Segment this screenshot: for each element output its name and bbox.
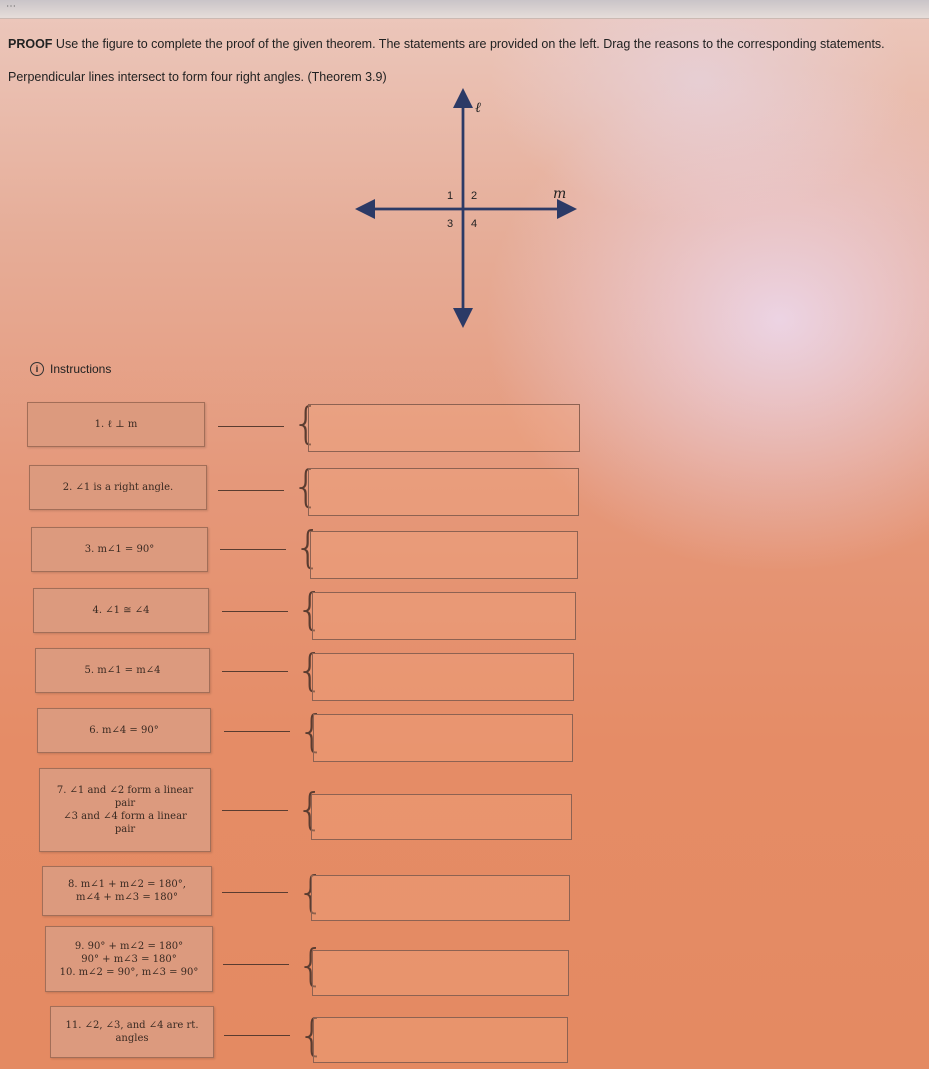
statement-1: 1. ℓ ⊥ m: [27, 402, 205, 447]
reason-blank-6: [224, 731, 290, 732]
statement-7: 7. ∠1 and ∠2 form a linear pair ∠3 and ∠4 form a linear pair: [39, 768, 211, 852]
instructions-label: Instructions: [50, 362, 112, 376]
brace-5: {: [296, 645, 324, 696]
figure-svg: [355, 88, 585, 328]
brace-3: {: [294, 522, 322, 573]
statement-9-10: 9. 90° + m∠2 = 180° 90° + m∠3 = 180° 10. m∠2 = 90°, m∠3 = 90°: [45, 926, 213, 992]
reason-drop-zone-7[interactable]: [311, 794, 572, 840]
angle-label-3: 3: [447, 218, 454, 230]
statement-6: 6. m∠4 = 90°: [37, 708, 211, 753]
prompt-label: PROOF: [8, 37, 53, 51]
reason-blank-1: [218, 426, 284, 427]
reason-blank-3: [220, 549, 286, 550]
statement-4: 4. ∠1 ≅ ∠4: [33, 588, 209, 633]
brace-2: {: [292, 461, 320, 512]
prompt-body: Use the figure to complete the proof of the given theorem. The statements are provided on the left. Drag the reasons to the corresponding statements.: [52, 37, 885, 51]
brace-9: {: [297, 940, 325, 991]
label-l: ℓ: [475, 100, 481, 116]
reason-drop-zone-4[interactable]: [312, 592, 576, 640]
brace-11: {: [298, 1010, 326, 1061]
reason-drop-zone-3[interactable]: [310, 531, 578, 579]
brace-7: {: [296, 784, 324, 835]
statement-2: 2. ∠1 is a right angle.: [29, 465, 207, 510]
reason-drop-zone-8[interactable]: [311, 875, 570, 921]
reason-drop-zone-1[interactable]: [308, 404, 580, 452]
url-fragment: ⋯: [6, 1, 17, 12]
brace-4: {: [296, 584, 324, 635]
brace-1: {: [292, 398, 320, 449]
reason-drop-zone-5[interactable]: [312, 653, 574, 701]
reason-blank-5: [222, 671, 288, 672]
perpendicular-lines-figure: [355, 88, 585, 328]
reason-blank-8: [222, 892, 288, 893]
angle-label-4: 4: [471, 218, 478, 230]
reason-blank-4: [222, 611, 288, 612]
brace-8: {: [297, 867, 325, 918]
reason-drop-zone-9[interactable]: [312, 950, 569, 996]
statement-5: 5. m∠1 = m∠4: [35, 648, 210, 693]
angle-label-1: 1: [447, 190, 454, 202]
statement-8: 8. m∠1 + m∠2 = 180°, m∠4 + m∠3 = 180°: [42, 866, 212, 916]
brace-6: {: [298, 706, 326, 757]
reason-blank-2: [218, 490, 284, 491]
browser-url-strip: [0, 0, 929, 19]
reason-drop-zone-11[interactable]: [313, 1017, 568, 1063]
angle-label-2: 2: [471, 190, 478, 202]
reason-blank-9: [223, 964, 289, 965]
reason-blank-11: [224, 1035, 290, 1036]
theorem-statement: Perpendicular lines intersect to form four right angles. (Theorem 3.9): [8, 70, 387, 84]
reason-drop-zone-6[interactable]: [313, 714, 573, 762]
statement-11: 11. ∠2, ∠3, and ∠4 are rt. angles: [50, 1006, 214, 1058]
info-icon: i: [30, 362, 44, 376]
label-m: m: [553, 186, 567, 202]
prompt-text: [8, 36, 918, 52]
reason-drop-zone-2[interactable]: [308, 468, 579, 516]
statement-3: 3. m∠1 = 90°: [31, 527, 208, 572]
instructions-toggle[interactable]: [30, 362, 111, 376]
reason-blank-7: [222, 810, 288, 811]
